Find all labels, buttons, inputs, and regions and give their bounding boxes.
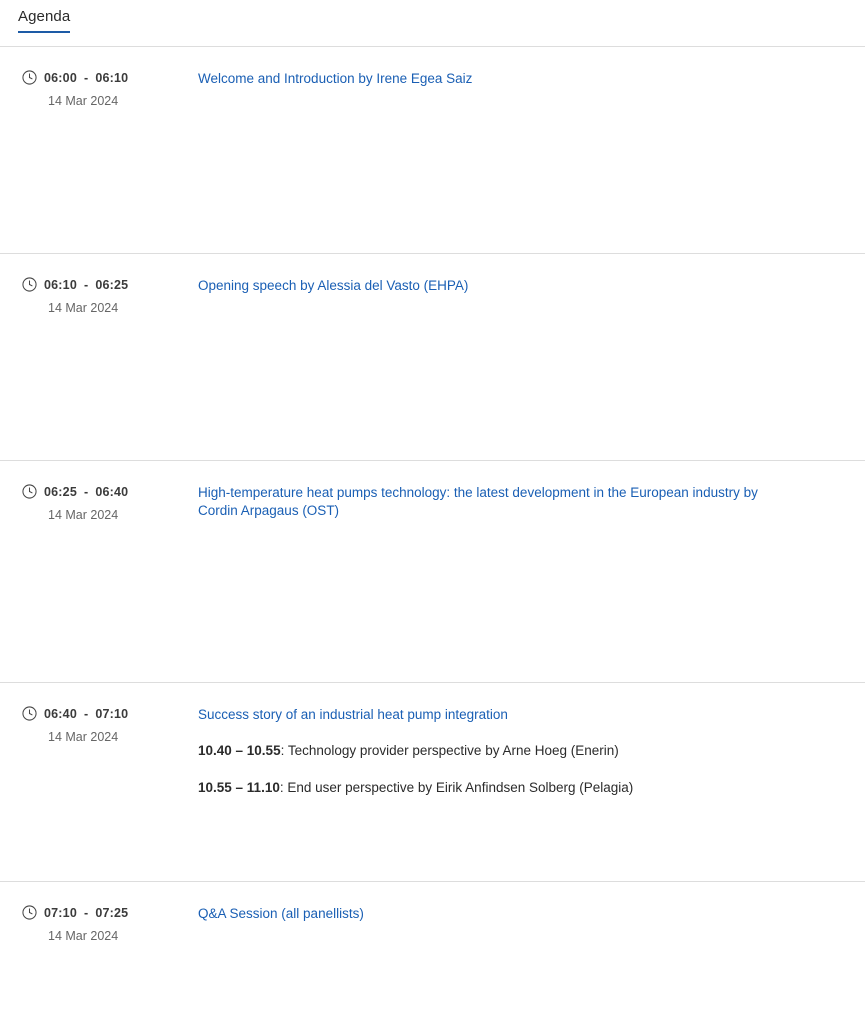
agenda-item xyxy=(0,682,865,881)
agenda-item-content xyxy=(198,276,839,295)
agenda-item-time xyxy=(22,484,198,499)
agenda-item xyxy=(0,46,865,253)
agenda-item-end-time: 06:10 xyxy=(95,70,129,85)
agenda-subitem-time: 10.55 – 11.10 xyxy=(198,779,280,795)
agenda-item-time-column xyxy=(22,705,198,744)
agenda-item-time-separator: - xyxy=(83,905,89,920)
clock-icon xyxy=(22,905,37,920)
agenda-item-start-time: 06:40 xyxy=(44,706,77,721)
agenda-item xyxy=(0,253,865,460)
agenda-item-date: 14 Mar 2024 xyxy=(48,94,119,108)
agenda-item-content xyxy=(198,904,839,923)
agenda-subitem xyxy=(198,779,839,798)
agenda-subitem-text: : End user perspective by Eirik Anfindsen Solberg (Pelagia) xyxy=(279,779,634,795)
agenda-item-time-separator: - xyxy=(83,484,89,499)
agenda-subitem-text: : Technology provider perspective by Arne Hoeg (Enerin) xyxy=(280,742,619,758)
clock-icon xyxy=(22,484,37,499)
agenda-item-time xyxy=(22,277,198,292)
agenda-item-date: 14 Mar 2024 xyxy=(48,508,119,522)
agenda-item-time-column xyxy=(22,483,198,522)
agenda-subitem-time: 10.40 – 10.55 xyxy=(198,742,281,758)
agenda-item-end-time: 06:25 xyxy=(95,277,129,292)
clock-icon xyxy=(22,277,37,292)
agenda-item-end-time: 07:25 xyxy=(95,905,129,920)
clock-icon xyxy=(22,706,37,721)
agenda-item-content xyxy=(198,483,839,520)
agenda-item xyxy=(0,881,865,981)
agenda-item-end-time: 07:10 xyxy=(95,706,129,721)
agenda-item-end-time: 06:40 xyxy=(95,484,129,499)
agenda-item-date: 14 Mar 2024 xyxy=(48,301,119,315)
agenda-item-title-link[interactable]: Success story of an industrial heat pump integration xyxy=(198,707,508,722)
agenda-subitem xyxy=(198,742,839,761)
agenda-item-time-column xyxy=(22,904,198,943)
agenda-item xyxy=(0,460,865,682)
agenda-item-content xyxy=(198,705,839,798)
tab-agenda[interactable]: Agenda xyxy=(18,8,70,33)
clock-icon xyxy=(22,70,37,85)
agenda-item-time xyxy=(22,905,198,920)
agenda-item-start-time: 06:10 xyxy=(44,277,77,292)
agenda-item-time-separator: - xyxy=(83,70,89,85)
agenda-item-title-link[interactable]: Opening speech by Alessia del Vasto (EHPA) xyxy=(198,278,469,293)
agenda-item-title-link[interactable]: Q&A Session (all panellists) xyxy=(198,906,364,921)
agenda-item-content xyxy=(198,69,839,88)
agenda-item-start-time: 07:10 xyxy=(44,905,77,920)
agenda-item-title-link[interactable]: Welcome and Introduction by Irene Egea Saiz xyxy=(198,71,473,86)
tab-bar xyxy=(0,0,865,33)
agenda-item-time-column xyxy=(22,69,198,108)
agenda-item-date: 14 Mar 2024 xyxy=(48,929,119,943)
agenda-item-start-time: 06:00 xyxy=(44,70,77,85)
agenda-item-time xyxy=(22,706,198,721)
agenda-item-time xyxy=(22,70,198,85)
agenda-item-time-separator: - xyxy=(83,706,89,721)
agenda-item-time-separator: - xyxy=(83,277,89,292)
agenda-list xyxy=(0,46,865,981)
agenda-item-title-link[interactable]: High-temperature heat pumps technology: the latest development in the European industry by Cordin Arpagaus (OST) xyxy=(198,485,758,518)
agenda-item-date: 14 Mar 2024 xyxy=(48,730,119,744)
agenda-item-start-time: 06:25 xyxy=(44,484,77,499)
agenda-item-time-column xyxy=(22,276,198,315)
